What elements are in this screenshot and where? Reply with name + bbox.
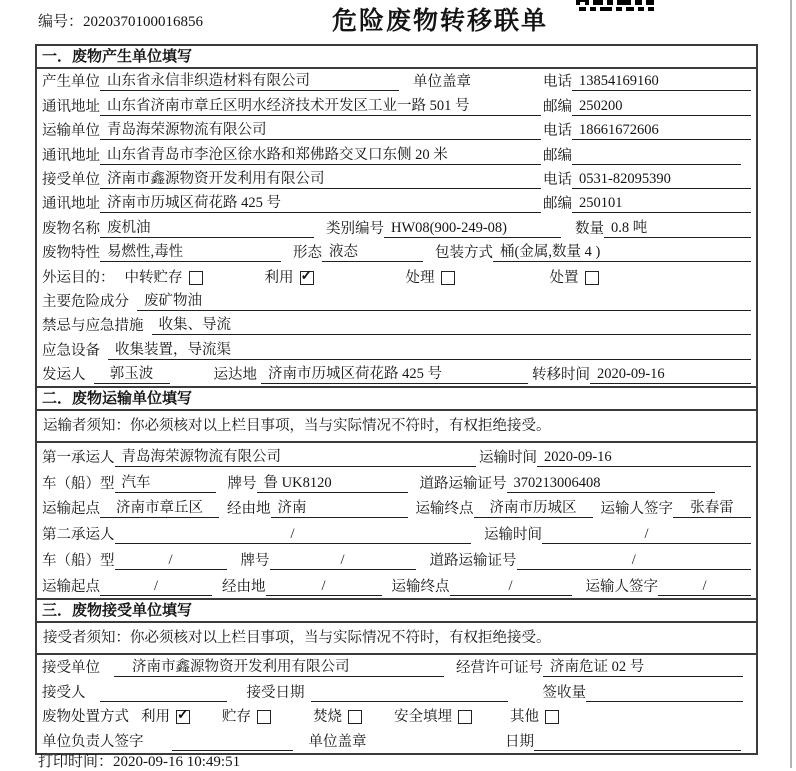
form-row-waste-name [37,215,756,239]
carrier2-label: 第二承运人 [42,527,115,544]
disposal-option-storage [222,708,271,726]
sign-qty-value [586,684,743,702]
phone3-label: 电话 [543,171,572,188]
form-row-receive-unit [37,167,756,191]
dest-value: 济南市历城区荷花路 425 号 [261,365,528,384]
phone2-value: 18661672606 [572,121,751,140]
checkbox-icon [458,710,472,724]
checkbox-icon [300,271,314,285]
checkbox-icon [348,710,362,724]
checkbox-label: 利用 [264,269,294,286]
character-label: 废物特性 [42,245,100,262]
purpose-label: 外运目的： [42,269,115,286]
quantity-label: 数量 [575,220,604,237]
hazard-value: 废矿物油 [137,292,751,311]
end2-label: 运输终点 [391,578,450,595]
manifest-table [35,44,758,755]
checkbox-icon [189,271,203,285]
form-row-receive-unit3 [37,655,756,680]
address2-value: 山东省青岛市李沧区徐水路和郑佛路交叉口东侧 20 米 [100,146,541,165]
unit-seal-label: 单位盖章 [413,74,471,91]
checkbox-icon [176,710,190,724]
section-3-title: 三．废物接受单位填写 [37,598,756,623]
form-state-value: 液态 [322,243,423,262]
carrier1-value: 青岛海荣源物流有限公司 [115,448,476,467]
vehicle1-value: 汽车 [115,474,216,493]
leader-sign-value [172,733,293,751]
category-value: HW08(900-249-08) [384,219,561,238]
address1-value: 山东省济南市章丘区明水经济技术开发区工业一路 501 号 [100,97,541,116]
time2-value: / [542,525,751,544]
plate1-label: 牌号 [227,475,257,492]
disposal-option-landfill [394,708,472,726]
plate2-label: 牌号 [240,553,270,570]
permit-label: 经营许可证号 [456,660,543,677]
license2-label: 道路运输证号 [429,553,517,570]
packing-value: 桶(金属,数量 4 ) [493,243,751,262]
license1-value: 370213006408 [507,474,716,493]
origin1-value: 济南市章丘区 [100,499,219,518]
plate1-value: 鲁 UK8120 [257,474,408,493]
form-row-hazard [37,289,756,313]
carrier1-label: 第一承运人 [42,449,115,466]
print-time: 2020-09-16 10:49:51 [113,754,241,770]
form-row-character [37,240,756,264]
transport-unit-label: 运输单位 [42,123,100,140]
checkbox-label: 贮存 [222,709,251,726]
section-1-title: 一．废物产生单位填写 [37,46,756,69]
receive-date-label: 接受日期 [246,684,305,701]
transfer-date-label: 转移时间 [532,367,590,384]
checkbox-icon [257,710,271,724]
equipment-value: 收集装置，导流渠 [108,341,751,360]
checkbox-label: 利用 [141,709,170,726]
packing-label: 包装方式 [435,245,493,262]
end1-value: 济南市历城区 [474,499,593,518]
zip2-label: 邮编 [543,147,572,164]
zip3-value: 250101 [572,194,751,213]
page-edge-line [790,0,792,768]
plate2-value: / [270,551,416,570]
form-row-carrier2 [37,520,756,546]
transporter-notice: 运输者须知：你必须核对以上栏目事项，当与实际情况不符时，有权拒绝接受。 [37,411,756,443]
time1-value: 2020-09-16 [537,448,751,467]
section-2-title: 二．废物运输单位填写 [37,386,756,411]
permit-value: 济南危证 02 号 [543,658,743,677]
sign2-label: 运输人签字 [585,578,658,595]
phone2-label: 电话 [543,123,572,140]
leader-sign-label: 单位负责人签字 [42,733,144,750]
receive-unit3-value: 济南市鑫源物资开发利用有限公司 [114,658,444,677]
form-row-address2 [37,142,756,166]
unit-seal3-label: 单位盖章 [308,733,367,750]
form-row-purpose [37,264,756,288]
checkbox-label: 焚烧 [313,709,342,726]
transport-unit-value: 青岛海荣源物流有限公司 [100,121,541,140]
zip1-value: 250200 [572,97,751,116]
receive-unit-label: 接受单位 [42,171,100,188]
form-row-produce-unit [37,69,756,93]
qr-code-fragment [576,0,654,11]
receive-date-value [311,684,508,702]
license1-label: 道路运输证号 [419,475,507,492]
form-row-route2 [37,572,756,598]
origin2-label: 运输起点 [42,578,100,595]
form-row-taboo [37,313,756,337]
receiver-notice: 接受者须知：你必须核对以上栏目事项，当与实际情况不符时，有权拒绝接受。 [37,623,756,655]
zip1-label: 邮编 [543,98,572,115]
receive-unit-value: 济南市鑫源物资开发利用有限公司 [100,170,541,189]
carrier2-value: / [115,525,471,544]
origin1-label: 运输起点 [42,501,100,518]
license2-value: / [517,551,752,570]
page-title: 危险废物转移联单 [331,8,548,35]
equipment-label: 应急设备 [42,342,100,359]
receiver-label: 接受人 [42,684,86,701]
print-time-label: 打印时间： [38,754,114,770]
form-state-label: 形态 [293,245,322,262]
checkbox-label: 其他 [510,709,539,726]
purpose-option-transfer-storage [125,269,203,287]
address2-label: 通讯地址 [42,147,100,164]
end1-label: 运输终点 [415,501,474,518]
shipper-label: 发运人 [42,367,86,384]
form-row-receiver [37,679,756,704]
phone1-value: 13854169160 [572,72,751,91]
transfer-date-value: 2020-09-16 [590,365,751,384]
via2-label: 经由地 [222,578,266,595]
vehicle2-label: 车（船）型 [42,553,115,570]
form-row-carrier1 [37,443,756,469]
disposal-option-incinerate [313,708,362,726]
form-row-route1 [37,495,756,521]
receive-unit3-label: 接受单位 [42,660,100,677]
zip2-value [572,147,741,165]
form-row-transport-unit [37,118,756,142]
produce-unit-value: 山东省永信非织造材料有限公司 [100,72,399,91]
date-label: 日期 [505,733,534,750]
section-receiver [37,598,756,753]
phone1-label: 电话 [543,74,572,91]
form-row-equipment [37,337,756,361]
form-row-shipper [37,362,756,386]
section-transporter [37,386,756,598]
via2-value: / [266,577,382,596]
form-row-vehicle1 [37,469,756,495]
sign2-value: / [658,577,751,596]
end2-value: / [450,577,572,596]
vehicle2-value: / [115,551,227,570]
time2-label: 运输时间 [484,527,542,544]
phone3-value: 0531-82095390 [572,170,751,189]
purpose-option-dispose [550,269,599,287]
purpose-option-treat [406,269,455,287]
address3-label: 通讯地址 [42,196,100,213]
date-value [534,733,741,751]
disposal-option-other [510,708,559,726]
zip3-label: 邮编 [543,196,572,213]
address3-value: 济南市历城区荷花路 425 号 [100,194,541,213]
checkbox-label: 处置 [549,269,579,286]
hazard-label: 主要危险成分 [42,293,129,310]
purpose-option-use [265,269,314,287]
doc-number-label: 编号： [38,14,84,30]
waste-name-label: 废物名称 [42,220,100,237]
via1-value: 济南 [271,499,408,518]
time1-label: 运输时间 [479,449,537,466]
quantity-value: 0.8 吨 [604,219,751,238]
address1-label: 通讯地址 [42,98,100,115]
form-row-address3 [37,191,756,215]
shipper-value: 郭玉波 [94,365,170,384]
disposal-label: 废物处置方式 [42,709,129,726]
sign-qty-label: 签收量 [542,684,586,701]
dest-label: 运达地 [213,367,257,384]
taboo-label: 禁忌与应急措施 [42,318,144,335]
produce-unit-label: 产生单位 [42,74,100,91]
waste-name-value: 废机油 [100,219,314,238]
checkbox-label: 安全填埋 [394,709,452,726]
sign1-value: 张春雷 [673,499,751,518]
disposal-option-use [141,708,190,726]
taboo-value: 收集、导流 [152,316,752,335]
checkbox-label: 中转贮存 [124,269,183,286]
vehicle1-label: 车（船）型 [42,475,115,492]
form-row-disposal [37,704,756,729]
section-generator [37,46,756,386]
category-label: 类别编号 [326,220,384,237]
via1-label: 经由地 [227,501,271,518]
sign1-label: 运输人签字 [600,501,673,518]
checkbox-icon [441,271,455,285]
checkbox-icon [585,271,599,285]
character-value: 易燃性,毒性 [100,243,281,262]
origin2-value: / [100,577,212,596]
checkbox-icon [545,710,559,724]
doc-number: 2020370100016856 [83,14,204,30]
receiver-value [100,684,227,702]
form-row-vehicle2 [37,546,756,572]
checkbox-label: 处理 [405,269,435,286]
form-row-address1 [37,93,756,117]
